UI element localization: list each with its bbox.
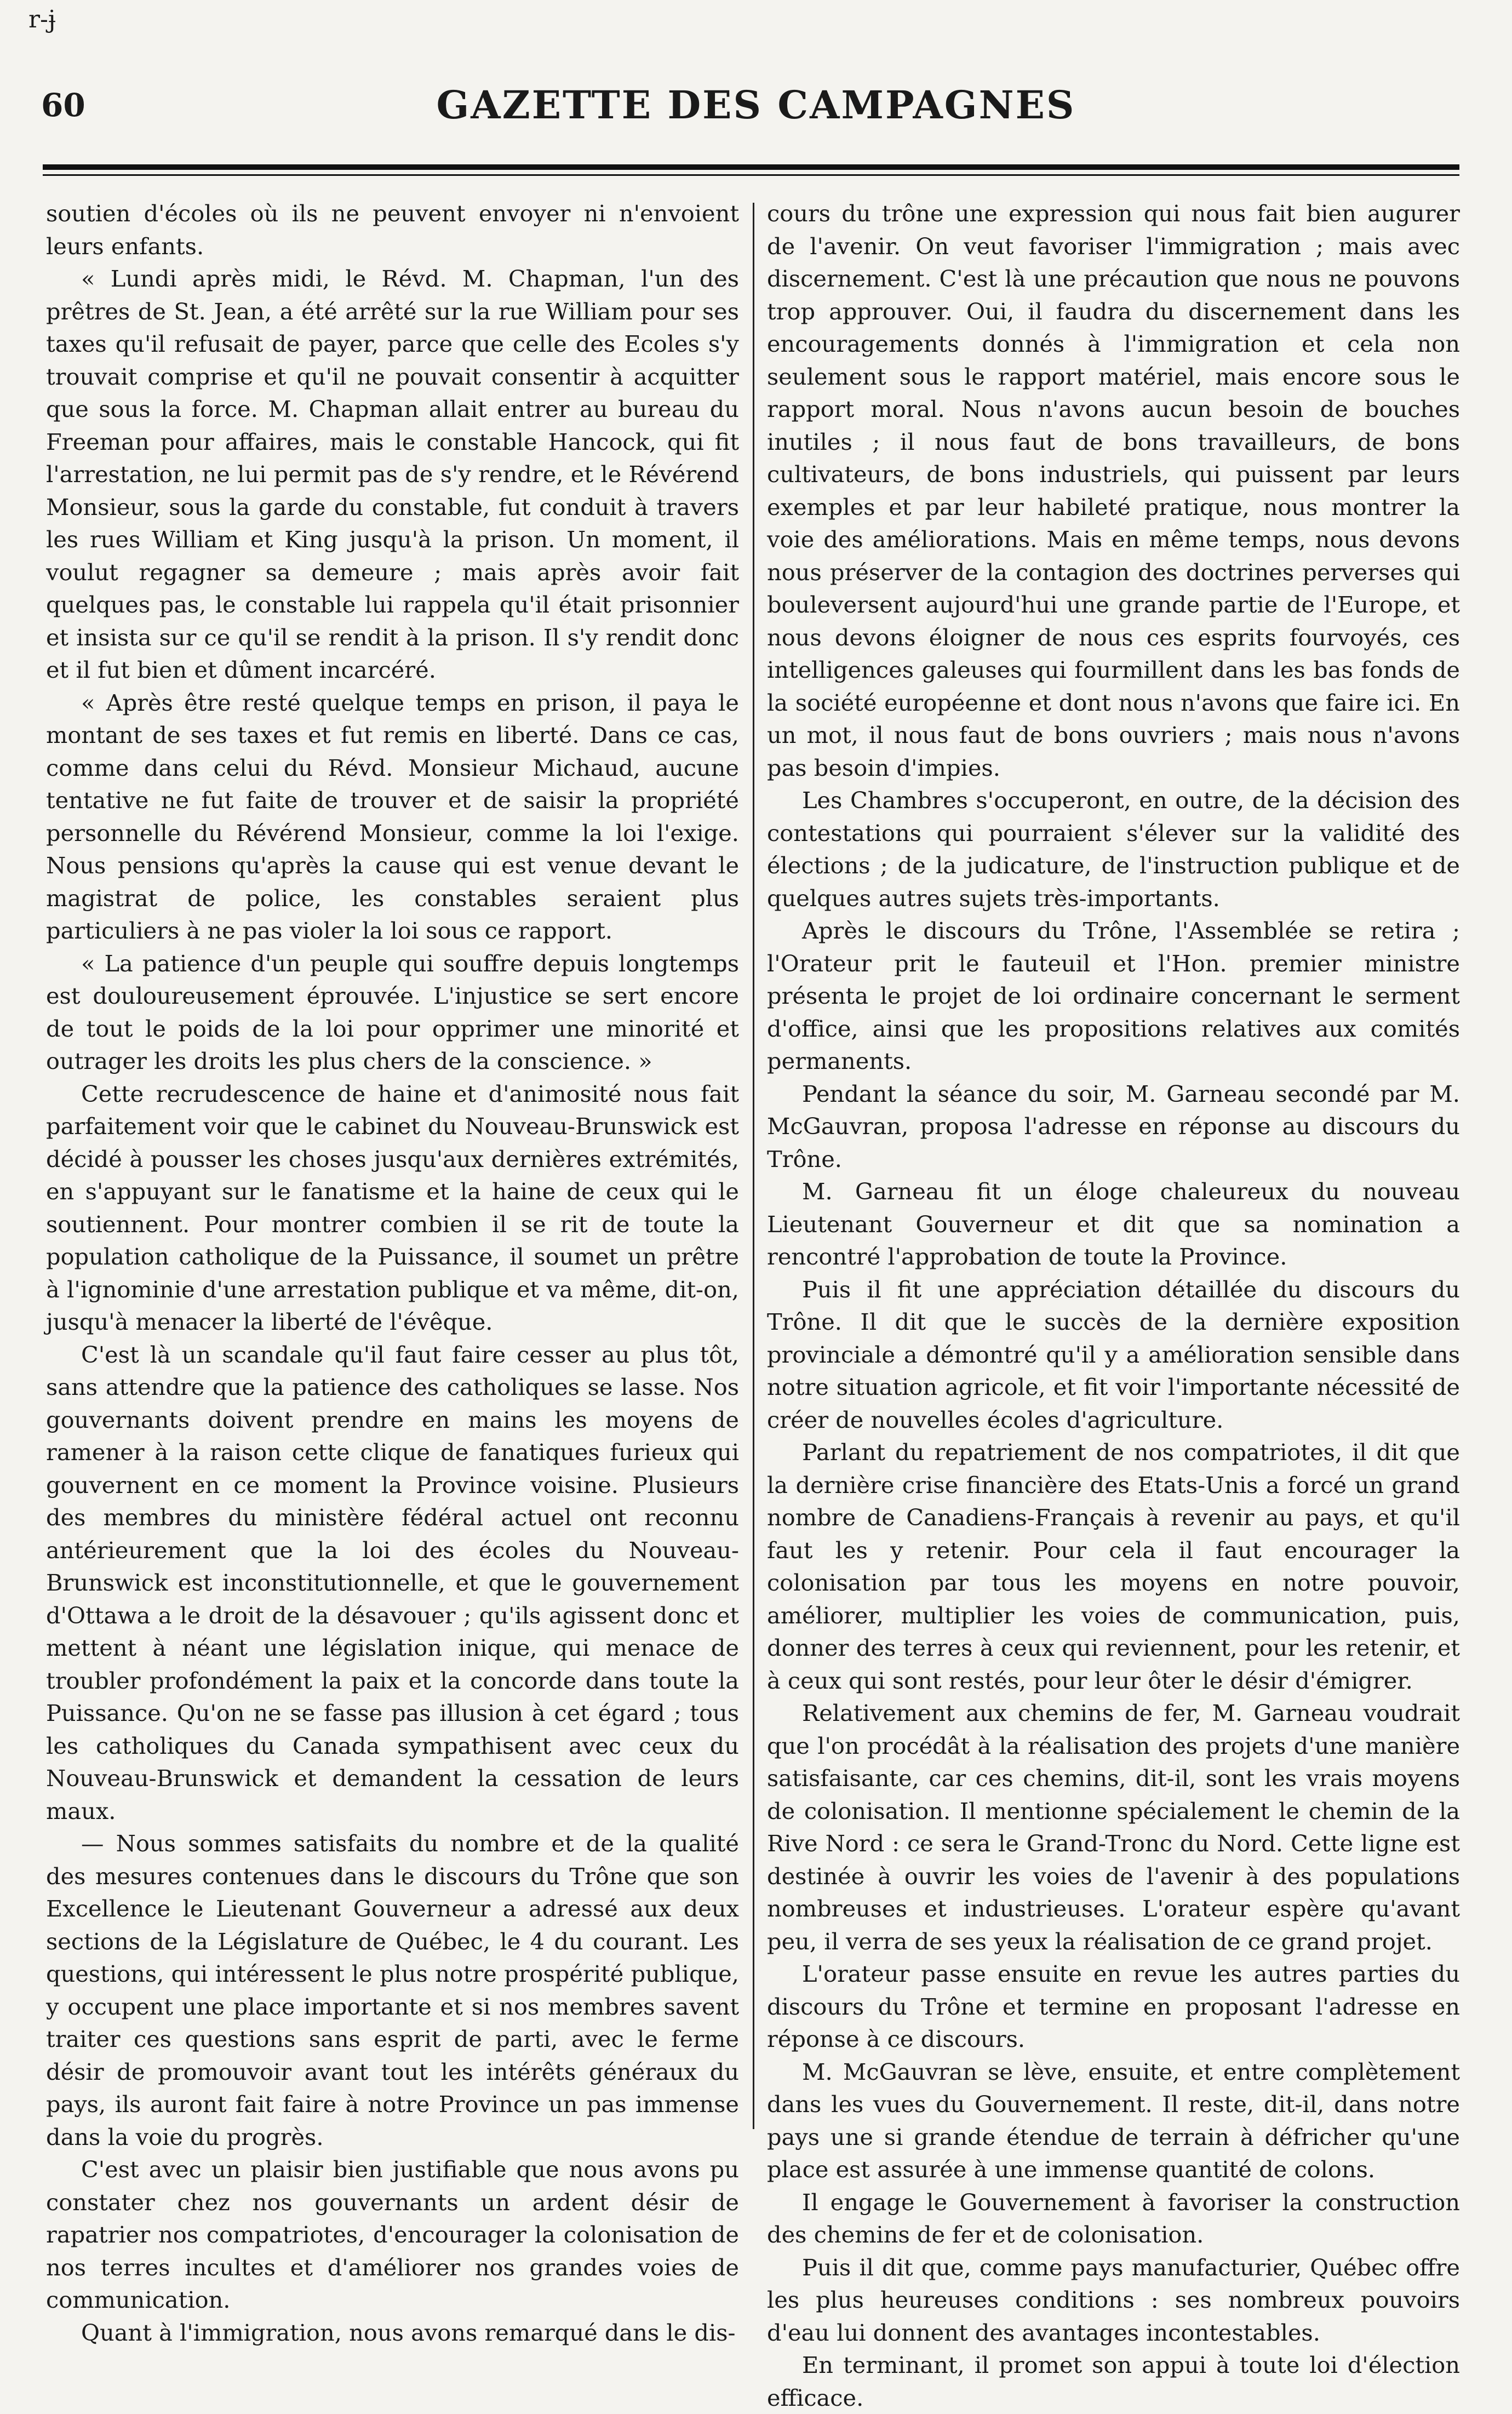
column-divider <box>753 203 754 2129</box>
right-paragraph: Les Chambres s'occuperont, en outre, de la décision des contestations qui pourraient s'élever sur la validité des élections ; de la judicature, de l'instruction publique et de quelques autres sujets très-importants. <box>767 787 1460 912</box>
right-paragraph: Après le discours du Trône, l'Assemblée se retira ; l'Orateur prit le fauteuil et l'Hon. premier ministre présenta le projet de loi ordinaire concernant le serment d'office, ainsi que les propositions relatives aux comités permanents. <box>767 917 1460 1074</box>
right-paragraph: Relativement aux chemins de fer, M. Garneau voudrait que l'on procédât à la réalisation des projets d'une manière satisfaisante, car ces chemins, dit-il, sont les vrais moyens de colonisation. Il mentionne spécialement le chemin de la Rive Nord : ce sera le Grand-Tronc du Nord. Cette ligne est destinée à ouvrir les voies de l'avenir à des populations nombreuses et industrieuses. L'orateur espère qu'avant peu, il verra de ses yeux la réalisation de ce grand projet. <box>767 1700 1460 1955</box>
left-paragraph: soutien d'écoles où ils ne peuvent envoyer ni n'envoient leurs enfants. <box>46 200 739 260</box>
right-paragraph: Il engage le Gouvernement à favoriser la construction des chemins de fer et de colonisation. <box>767 2188 1460 2248</box>
left-paragraph: « Lundi après midi, le Révd. M. Chapman, l'un des prêtres de St. Jean, a été arrêté sur la rue William pour ses taxes qu'il refusait de payer, parce que celle des Ecoles s'y trouvait comprise et qu'il ne pouvait consentir à acquitter que sous la force. M. Chapman allait entrer au bureau du Freeman pour affaires, mais le constable Hancock, qui fit l'arrestation, ne lui permit pas de s'y rendre, et le Révérend Monsieur, sous la garde du constable, fut conduit à travers les rues William et King jusqu'à la prison. Un moment, il voulut regagner sa demeure ; mais après avoir fait quelques pas, le constable lui rappela qu'il était prisonnier et insista sur ce qu'il se rendit à la prison. Il s'y rendit donc et il fut bien et dûment incarcéré. <box>46 265 739 683</box>
right-column <box>767 197 1460 2411</box>
right-paragraph: L'orateur passe ensuite en revue les autres parties du discours du Trône et termine en proposant l'adresse en réponse à ce discours. <box>767 1960 1460 2052</box>
page-number: 60 <box>41 87 85 124</box>
right-paragraph: Puis il dit que, comme pays manufacturier, Québec offre les plus heureuses conditions : ses nombreux pouvoirs d'eau lui donnent des avantages incontestables. <box>767 2253 1460 2346</box>
left-paragraph: « La patience d'un peuple qui souffre depuis longtemps est douloureusement éprouvée. L'injustice se sert encore de tout le poids de la loi pour opprimer une minorité et outrager les droits les plus chers de la conscience. » <box>46 949 739 1074</box>
left-paragraph: « Après être resté quelque temps en prison, il paya le montant de ses taxes et fut remis en liberté. Dans ce cas, comme dans celui du Révd. Monsieur Michaud, aucune tentative ne fut faite de trouver et de saisir la propriété personnelle du Révérend Monsieur, comme la loi l'exige. Nous pensions qu'après la cause qui est venue devant le magistrat de police, les constables seraient plus particuliers à ne pas violer la loi sous ce rapport. <box>46 689 739 944</box>
right-paragraph: M. McGauvran se lève, ensuite, et entre complètement dans les vues du Gouvernement. Il reste, dit-il, dans notre pays une si grande étendue de terrain à défricher qu'une place est assurée à une immense quantité de colons. <box>767 2058 1460 2183</box>
right-paragraph: En terminant, il promet son appui à toute loi d'élection efficace. <box>767 2352 1460 2411</box>
header-rule-thick <box>43 164 1459 170</box>
header-rule-thin <box>43 174 1459 176</box>
left-paragraph: Cette recrudescence de haine et d'animosité nous fait parfaitement voir que le cabinet du Nouveau-Brunswick est décidé à pousser les choses jusqu'aux dernières extrémités, en s'appuyant sur le fanatisme et la haine de ceux qui le soutiennent. Pour montrer combien il se rit de toute la population catholique de la Puissance, il soumet un prêtre à l'ignominie d'une arrestation publique et va même, dit-on, jusqu'à menacer la liberté de l'évêque. <box>46 1080 739 1335</box>
left-paragraph: C'est là un scandale qu'il faut faire cesser au plus tôt, sans attendre que la patience des catholiques se lasse. Nos gouvernants doivent prendre en mains les moyens de ramener à la raison cette clique de fanatiques furieux qui gouvernent en ce moment la Province voisine. Plusieurs des membres du ministère fédéral actuel ont reconnu antérieurement que la loi des écoles du Nouveau-Brunswick est inconstitutionnelle, et que le gouvernement d'Ottawa a le droit de la désavouer ; qu'ils agissent donc et mettent à néant une législation inique, qui menace de troubler profondément la paix et la concorde dans toute la Puissance. Qu'on ne se fasse pas illusion à cet égard ; tous les catholiques du Canada sympathisent avec ceux du Nouveau-Brunswick et demandent la cessation de leurs maux. <box>46 1341 739 1824</box>
right-paragraph: Parlant du repatriement de nos compatriotes, il dit que la dernière crise financière des Etats-Unis a forcé un grand nombre de Canadiens-Français à revenir au pays, et qu'il faut les y retenir. Pour cela il faut encourager la colonisation par tous les moyens en notre pouvoir, améliorer, multiplier les voies de communication, puis, donner des terres à ceux qui reviennent, pour les retenir, et à ceux qui sont restés, pour leur ôter le désir d'émigrer. <box>767 1439 1460 1694</box>
corner-mark: r-ɉ <box>28 5 56 33</box>
right-paragraph: Puis il fit une appréciation détaillée du discours du Trône. Il dit que le succès de la dernière exposition provinciale a démontré qu'il y a amélioration sensible dans notre situation agricole, et fit voir l'importante nécessité de créer de nouvelles écoles d'agriculture. <box>767 1275 1460 1433</box>
right-paragraph: cours du trône une expression qui nous fait bien augurer de l'avenir. On veut favoriser l'immigration ; mais avec discernement. C'est là une précaution que nous ne pouvons trop approuver. Oui, il faudra du discernement dans les encouragements donnés à l'immigration et cela non seulement sous le rapport matériel, mais encore sous le rapport moral. Nous n'avons aucun besoin de bouches inutiles ; il nous faut de bons travailleurs, de bons cultivateurs, de bons industriels, qui puissent par leurs exemples et par leur habileté pratique, nous montrer la voie des améliorations. Mais en même temps, nous devons nous préserver de la contagion des doctrines perverses qui bouleversent aujourd'hui une grande partie de l'Europe, et nous devons éloigner de nous ces esprits fourvoyés, ces intelligences galeuses qui fourmillent dans les bas fonds de la société européenne et dont nous n'avons que faire ici. En un mot, il nous faut de bons ouvriers ; mais nous n'avons pas besoin d'impies. <box>767 200 1460 781</box>
left-paragraph: — Nous sommes satisfaits du nombre et de la qualité des mesures contenues dans le discours du Trône que son Excellence le Lieutenant Gouverneur a adressé aux deux sections de la Législature de Québec, le 4 du courant. Les questions, qui intéressent le plus notre prospérité publique, y occupent une place importante et si nos membres savent traiter ces questions sans esprit de parti, avec le ferme désir de promouvoir avant tout les intérêts généraux du pays, ils auront fait faire à notre Province un pas immense dans la voie du progrès. <box>46 1830 739 2150</box>
left-column <box>46 197 739 2346</box>
right-paragraph: Pendant la séance du soir, M. Garneau secondé par M. McGauvran, proposa l'adresse en réponse au discours du Trône. <box>767 1080 1460 1172</box>
left-paragraph: C'est avec un plaisir bien justifiable que nous avons pu constater chez nos gouvernants un ardent désir de rapatrier nos compatriotes, d'encourager la colonisation de nos terres incultes et d'améliorer nos grandes voies de communication. <box>46 2156 739 2313</box>
left-paragraph: Quant à l'immigration, nous avons remarqué dans le dis- <box>81 2319 736 2346</box>
page-title: GAZETTE DES CAMPAGNES <box>436 82 1076 128</box>
right-paragraph: M. Garneau fit un éloge chaleureux du nouveau Lieutenant Gouverneur et dit que sa nomination a rencontré l'approbation de toute la Province. <box>767 1178 1460 1270</box>
